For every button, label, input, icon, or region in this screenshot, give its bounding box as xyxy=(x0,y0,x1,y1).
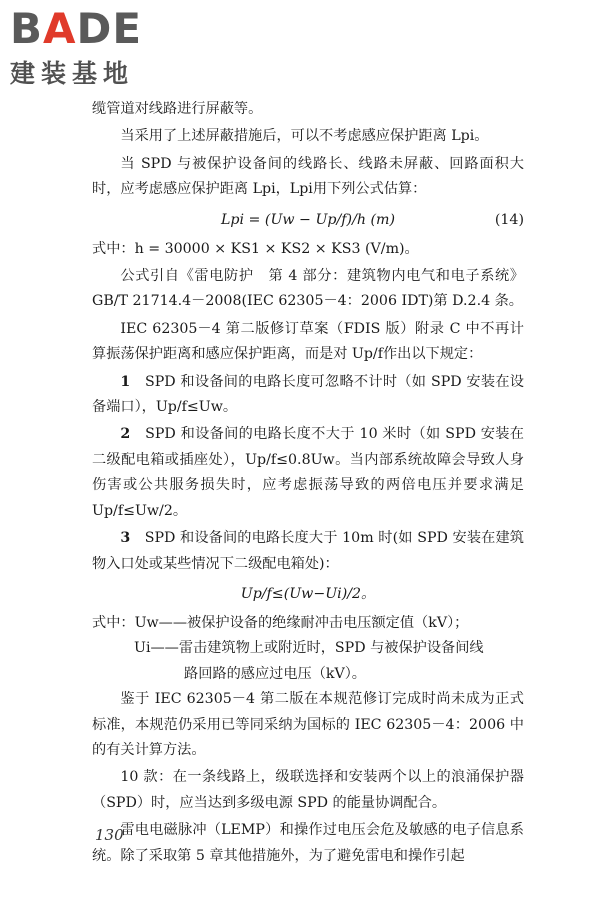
paragraph: 缆管道对线路进行屏蔽等。 xyxy=(92,101,263,117)
page-number: 130 xyxy=(95,826,124,844)
definition: 式中：Uw——被保护设备的绝缘耐冲击电压额定值（kV）； xyxy=(92,614,469,631)
formula-14 xyxy=(92,205,524,235)
paragraph: 10 款：在一条线路上，级联选择和安装两个以上的浪涌保护器（SPD）时，应当达到多级电源 SPD 的能量协调配合。 xyxy=(92,769,524,811)
list-item: 3 SPD 和设备间的电路长度大于 10m 时(如 SPD 安装在建筑物入口处或某些情况下二级配电箱处)： xyxy=(92,530,524,572)
logo-subtitle: 建装基地 xyxy=(10,59,135,88)
paragraph: IEC 62305－4 第二版修订草案（FDIS 版）附录 C 中不再计算振荡保护距离和感应保护距离，而是对 Up/f作出以下规定： xyxy=(92,320,524,363)
paragraph: 当采用了上述屏蔽措施后，可以不考虑感应保护距离 Lpi。 xyxy=(120,128,489,145)
page-body xyxy=(92,97,524,871)
publisher-logo xyxy=(10,6,180,92)
paragraph: 鉴于 IEC 62305－4 第二版在本规范修订完成时尚未成为正式标准，本规范仍采用已等同采纳为国标的 IEC 62305－4：2006 中的有关计算方法。 xyxy=(92,691,524,758)
formula-text: Lpi = (Uw − Up/f)/h (m) xyxy=(220,211,396,228)
paragraph: 公式引自《雷电防护 第 4 部分：建筑物内电气和电子系统》GB/T 21714.4－2008(IEC 62305－4：2006 IDT)第 D.2.4 条。 xyxy=(92,268,524,310)
formula-number: (14) xyxy=(494,211,524,228)
definition-continued: 路回路的感应过电压（kV）。 xyxy=(184,665,366,682)
formula-upf xyxy=(92,579,524,609)
logo-brand: BADE xyxy=(10,4,143,53)
formula-text: Up/f≤(Uw−Ui)/2。 xyxy=(240,585,376,602)
list-item: 1 SPD 和设备间的电路长度可忽略不计时（如 SPD 安装在设备端口），Up/f≤Uw。 xyxy=(92,373,524,416)
paragraph: 当 SPD 与被保护设备间的线路长、线路未屏蔽、回路面积大时，应考虑感应保护距离 Lpi，Lpi用下列公式估算： xyxy=(92,155,524,198)
paragraph: 式中：h = 30000 × KS1 × KS2 × KS3 (V/m)。 xyxy=(92,240,419,257)
paragraph: 雷电电磁脉冲（LEMP）和操作过电压会危及敏感的电子信息系统。除了采取第 5 章其他措施外，为了避免雷电和操作引起 xyxy=(92,822,524,864)
definition: Ui——雷击建筑物上或附近时，SPD 与被保护设备间线 xyxy=(134,640,484,657)
list-item: 2 SPD 和设备间的电路长度不大于 10 米时（如 SPD 安装在二级配电箱或插座处），Up/f≤0.8Uw。当内部系统故障会导致人身伤害或公共服务损失时，应考虑振荡导致的两倍电压并要求满足 Up/f≤Uw/2。 xyxy=(92,426,524,519)
